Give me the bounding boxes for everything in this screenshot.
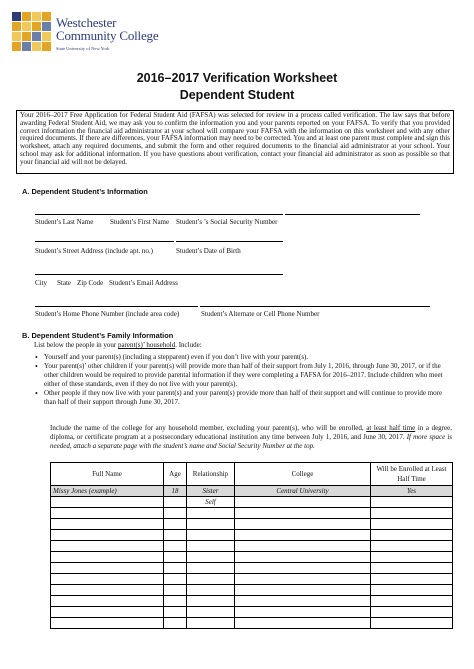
logo-grid-icon (12, 12, 52, 52)
header-relationship: Relationship (187, 463, 235, 486)
table-cell[interactable] (51, 530, 164, 541)
table-cell[interactable] (187, 596, 235, 607)
alt-phone-field-line[interactable] (200, 306, 430, 307)
table-row (51, 563, 453, 574)
table-row (51, 574, 453, 585)
table-cell[interactable] (51, 618, 164, 629)
logo-square (42, 12, 51, 21)
logo-square (32, 42, 41, 51)
table-cell[interactable] (187, 563, 235, 574)
table-cell[interactable] (235, 563, 371, 574)
table-cell[interactable] (187, 574, 235, 585)
logo-square (12, 12, 21, 21)
college-name: Westchester Community College (56, 15, 159, 43)
table-cell[interactable] (187, 519, 235, 530)
table-row (51, 508, 453, 519)
table-cell[interactable] (235, 530, 371, 541)
logo-square (22, 42, 31, 51)
example-name: Missy Jones (example) (51, 486, 164, 497)
home-phone-field-line[interactable] (35, 306, 198, 307)
table-row (51, 541, 453, 552)
table-cell[interactable] (235, 596, 371, 607)
section-a-heading: A. Dependent Student’s Information (22, 187, 148, 196)
table-cell[interactable] (51, 519, 164, 530)
table-cell[interactable] (164, 497, 187, 508)
table-cell[interactable] (235, 519, 371, 530)
table-cell[interactable] (51, 552, 164, 563)
ssn-field-line[interactable] (285, 214, 420, 215)
table-cell[interactable] (235, 508, 371, 519)
label-street-address: Student’s Street Address (include apt. no.) (35, 247, 154, 255)
table-cell[interactable] (187, 530, 235, 541)
table-cell[interactable] (164, 530, 187, 541)
table-cell[interactable] (164, 508, 187, 519)
self-relationship: Self (187, 497, 235, 508)
label-zip-code: Zip Code (77, 279, 104, 287)
label-ssn: Student’s ’s Social Security Number (176, 218, 278, 226)
table-cell[interactable] (371, 563, 453, 574)
table-cell[interactable] (164, 552, 187, 563)
college-instructions: Include the name of the college for any household member, excluding your parent(s), who will be enrolled, at least half time in a degree, diploma, or certificate program at a postsecondary educational institution any time between July 1, 2016, and June 30, 2017. If more space is needed, attach a separate page with the student’s name and Social Security Number at the top. (50, 424, 452, 450)
table-cell[interactable] (371, 618, 453, 629)
logo-square (32, 22, 41, 31)
table-cell[interactable] (235, 618, 371, 629)
header-full-name: Full Name (51, 463, 164, 486)
table-row (51, 519, 453, 530)
list-item: • Yourself and your parent(s) (including a stepparent) even if you don’t live with your parent(s). (34, 353, 448, 362)
household-intro: List below the people in your parent(s)’ household. Include: (34, 341, 202, 349)
table-cell[interactable] (235, 541, 371, 552)
table-cell[interactable] (51, 574, 164, 585)
table-cell[interactable] (371, 585, 453, 596)
intro-paragraph: Your 2016–2017 Free Application for Federal Student Aid (FAFSA) was selected for review in a process called verification. The law says that before awarding Federal Student Aid, we may ask you to confirm the information you and your parents reported on your FAFSA. To verify that you provided correct information the financial aid administrator at your school will compare your FAFSA with the information on this worksheet and with any other required documents. If there are differences, your FAFSA information may need to be corrected. You and at least one parent must complete and sign this worksheet, attach any required documents, and submit the form and other required documents to the financial aid administrator at your school. Your school may ask for additional information. If you have questions about verification, contact your financial aid administrator as soon as possible so that your financial aid will not be delayed. (16, 110, 454, 174)
label-alt-phone: Student’s Alternate or Cell Phone Number (201, 310, 320, 318)
table-cell[interactable] (164, 607, 187, 618)
label-last-name: Student’s Last Name (35, 218, 94, 226)
label-first-name: Student’s First Name (110, 218, 170, 226)
table-cell[interactable] (187, 541, 235, 552)
table-cell[interactable] (371, 607, 453, 618)
example-age: 18 (164, 486, 187, 497)
header-age: Age (164, 463, 187, 486)
label-email: Student’s Email Address (109, 279, 178, 287)
table-cell[interactable] (187, 607, 235, 618)
table-cell[interactable] (235, 552, 371, 563)
worksheet-subtitle: Dependent Student (179, 88, 295, 102)
table-cell[interactable] (51, 596, 164, 607)
table-cell[interactable] (371, 497, 453, 508)
address-field-line[interactable] (35, 241, 174, 242)
table-row (51, 530, 453, 541)
list-item: • Other people if they now live with your parent(s) and your parent(s) provide more than half of their support and will continue to provide more than half of their support through June 30, 2017. (34, 389, 448, 407)
logo-square (12, 22, 21, 31)
table-cell[interactable] (371, 596, 453, 607)
list-item: • Your parent(s)’ other children if your parent(s) will provide more than half of their support from July 1, 2016, through June 30, 2017, or if the other children would be required to provide parental information if they were completing a FAFSA for 2016–2017. Include children who meet either of these standards, even if they do not live with your parent(s). (34, 362, 448, 389)
table-cell[interactable] (164, 519, 187, 530)
example-relationship: Sister (187, 486, 235, 497)
table-cell[interactable] (235, 574, 371, 585)
table-cell[interactable] (51, 585, 164, 596)
logo-square (22, 32, 31, 41)
table-cell[interactable] (51, 541, 164, 552)
table-cell[interactable] (371, 530, 453, 541)
table-row (51, 585, 453, 596)
table-cell[interactable] (164, 563, 187, 574)
label-date-of-birth: Student’s Date of Birth (176, 247, 241, 255)
logo-square (12, 32, 21, 41)
table-cell[interactable] (371, 519, 453, 530)
logo-square (42, 32, 51, 41)
table-header-row (51, 463, 453, 486)
table-cell[interactable] (371, 552, 453, 563)
dob-field-line[interactable] (176, 241, 283, 242)
household-criteria-list (34, 353, 448, 407)
table-cell[interactable] (187, 508, 235, 519)
table-cell[interactable] (164, 574, 187, 585)
table-cell[interactable] (51, 508, 164, 519)
table-cell[interactable] (371, 508, 453, 519)
logo-square (22, 22, 31, 31)
table-row (51, 618, 453, 629)
college-logo (12, 12, 212, 70)
example-row (51, 486, 453, 497)
header-enrolled: Will be Enrolled at Least Half Time (371, 463, 453, 486)
table-cell[interactable] (235, 497, 371, 508)
header-college: College (235, 463, 371, 486)
logo-square (32, 12, 41, 21)
table-cell[interactable] (187, 585, 235, 596)
logo-square (42, 22, 51, 31)
logo-square (22, 12, 31, 21)
table-row (51, 607, 453, 618)
table-cell[interactable] (164, 541, 187, 552)
college-subtitle: State University of New York (56, 46, 110, 51)
logo-square (12, 42, 21, 51)
household-table (50, 462, 453, 629)
label-state: State (57, 279, 71, 287)
table-row (51, 552, 453, 563)
table-cell[interactable] (371, 574, 453, 585)
self-row (51, 497, 453, 508)
city-state-zip-field-line[interactable] (35, 274, 283, 275)
label-city: City (35, 279, 48, 287)
table-cell[interactable] (187, 552, 235, 563)
label-home-phone: Student’s Home Phone Number (include area code) (35, 310, 180, 318)
table-cell[interactable] (51, 497, 164, 508)
table-cell[interactable] (371, 541, 453, 552)
table-cell[interactable] (51, 607, 164, 618)
table-cell[interactable] (164, 596, 187, 607)
table-row (51, 596, 453, 607)
table-cell[interactable] (51, 563, 164, 574)
logo-square (42, 42, 51, 51)
table-cell[interactable] (164, 618, 187, 629)
worksheet-title: 2016–2017 Verification Worksheet (136, 71, 338, 85)
logo-square (32, 32, 41, 41)
section-b-heading: B. Dependent Student’s Family Information (22, 331, 174, 340)
example-college: Central University (235, 486, 371, 497)
table-cell[interactable] (164, 585, 187, 596)
table-cell[interactable] (235, 585, 371, 596)
name-field-line[interactable] (35, 214, 283, 215)
table-cell[interactable] (235, 607, 371, 618)
example-enrolled: Yes (371, 486, 453, 497)
table-cell[interactable] (187, 618, 235, 629)
